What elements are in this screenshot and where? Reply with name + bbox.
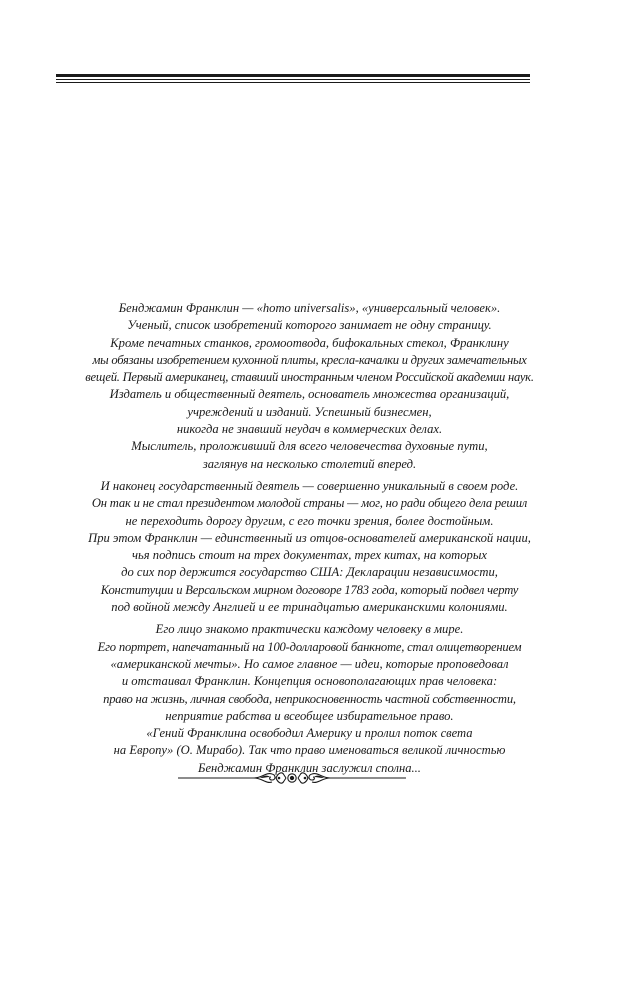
text-line: заглянув на несколько столетий вперед. <box>202 456 417 471</box>
text-line: Мыслитель, проложивший для всего человечества духовные пути, <box>131 439 488 454</box>
text-line: При этом Франклин — единственный из отцов-основателей американской нации, <box>88 530 531 545</box>
text-line: Бенджамин Франклин — «homo universalis», «универсальный человек». <box>118 301 501 315</box>
text-line: Бенджамин Франклин заслужил сполна... <box>198 760 421 775</box>
text-line: учреждений и изданий. Успешный бизнесмен, <box>187 404 432 419</box>
text-line: Издатель и общественный деятель, основатель множества организаций, <box>109 387 510 402</box>
paragraph-intro <box>60 300 559 473</box>
top-rule-thin-line <box>56 79 530 80</box>
text-line: и отстаивал Франклин. Концепция основополагающих прав человека: <box>121 674 498 689</box>
text-line: вещей. Первый американец, ставший иностранным членом Российской академии наук. <box>85 370 534 385</box>
text-line: до сих пор держится государство США: Декларации независимости, <box>121 565 498 580</box>
text-line: под войной между Англией и ее тринадцатью американскими колониями. <box>111 600 508 615</box>
top-rule <box>56 74 530 86</box>
text-line: И наконец государственный деятель — совершенно уникальный в своем роде. <box>100 478 519 493</box>
top-rule-thin-line <box>56 82 530 83</box>
paragraph-statesman <box>60 478 559 616</box>
body-text <box>60 300 559 782</box>
text-line: чья подпись стоит на трех документах, трех китах, на которых <box>132 548 487 563</box>
paragraph-legacy <box>60 621 559 777</box>
text-line: Ученый, список изобретений которого занимает не одну страницу. <box>127 318 492 333</box>
text-line: Он так и не стал президентом молодой страны — мог, но ради общего дела решил <box>91 496 528 511</box>
text-line: мы обязаны изобретением кухонной плиты, кресла-качалки и других замечательных <box>92 352 527 367</box>
text-line: никогда не знавший неудач в коммерческих делах. <box>176 422 443 437</box>
text-line: Его портрет, напечатанный на 100-долларовой банкноте, стал олицетворением <box>97 639 522 654</box>
text-line: неприятие рабства и всеобщее избирательное право. <box>165 708 454 723</box>
text-line: не переходить дорогу другим, с его точки зрения, более достойным. <box>125 513 494 528</box>
text-line: право на жизнь, личная свобода, неприкосновенность частной собственности, <box>103 691 516 706</box>
top-rule-thick-line <box>56 74 530 77</box>
text-line: на Европу» (О. Мирабо). Так что право именоваться великой личностью <box>113 743 506 758</box>
text-line: «американской мечты». Но самое главное — идеи, которые проповедовал <box>110 656 509 671</box>
text-line: «Гений Франклина освободил Америку и пролил поток света <box>146 726 473 741</box>
text-line: Конституции и Версальском мирном договоре 1783 года, который подвел черту <box>100 582 519 597</box>
text-line: Кроме печатных станков, громоотвода, бифокальных стекол, Франклину <box>110 335 509 350</box>
floral-divider-icon <box>178 764 406 792</box>
text-line: Его лицо знакомо практически каждому человеку в мире. <box>155 622 464 637</box>
